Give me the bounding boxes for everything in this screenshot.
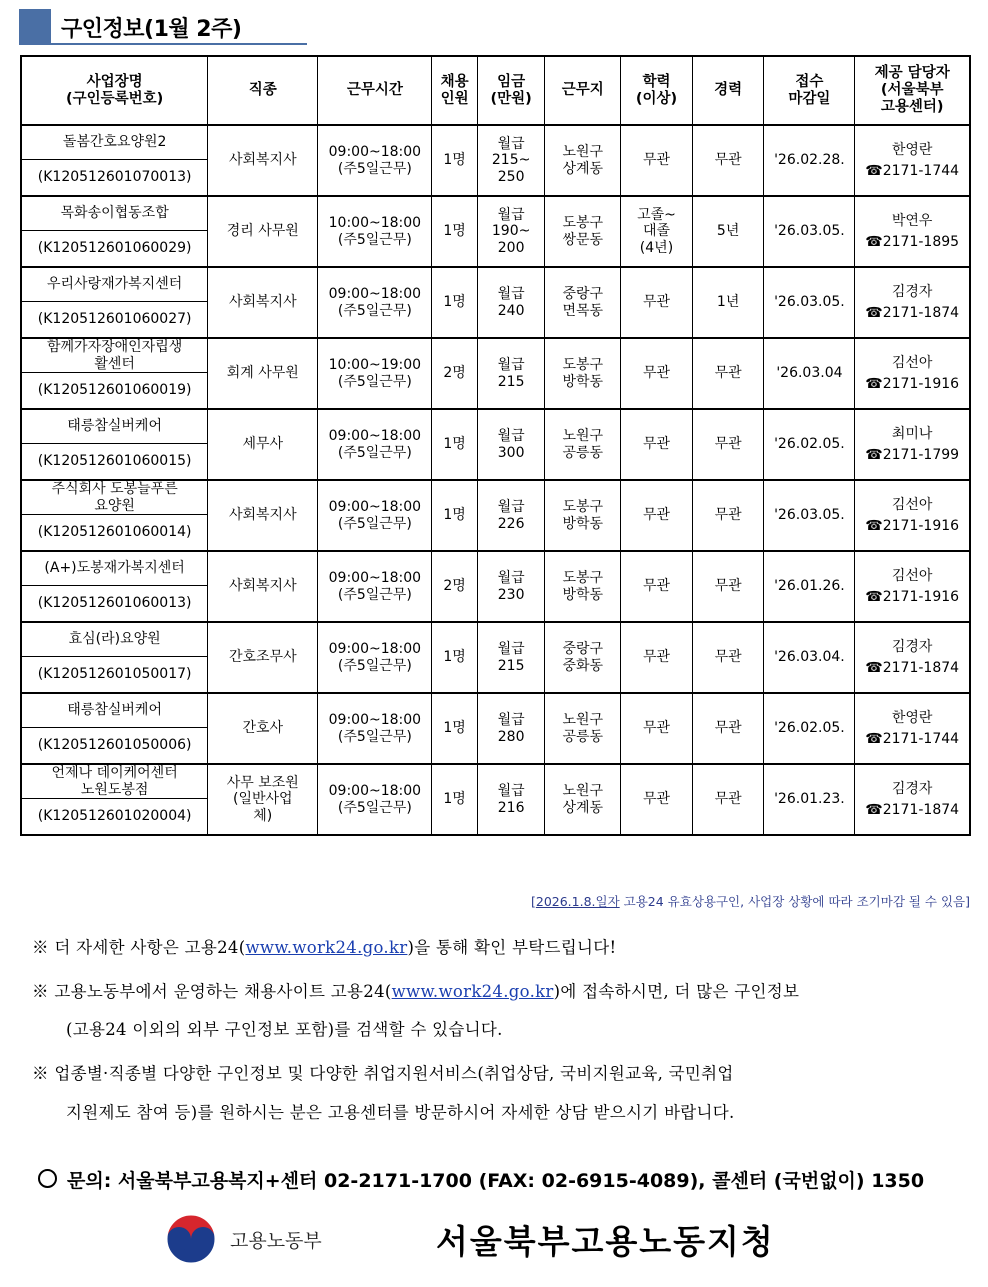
hires-count: 2명: [432, 551, 477, 622]
job-type: 간호사: [208, 693, 318, 764]
contact-phone: ☎2171-1799: [865, 446, 960, 463]
contact-name: 최미나: [891, 426, 933, 443]
registration-number: (K120512601050006): [21, 728, 208, 765]
work-hours: [318, 693, 432, 764]
business-name: 함께가자장애인자립생 활센터: [21, 338, 208, 373]
contact-name: 김경자: [891, 639, 933, 656]
contact: [855, 551, 970, 622]
job-type: 사회복지사: [208, 551, 318, 622]
work-hours: [318, 551, 432, 622]
contact-name: 김경자: [891, 284, 933, 301]
work-hours: [318, 125, 432, 196]
work-location: 도봉구 쌍문동: [545, 196, 621, 267]
header-deadline: 접수 마감일: [764, 56, 855, 125]
wage: 월급 226: [477, 480, 545, 551]
work-location: 중랑구 면목동: [545, 267, 621, 338]
contact-name: 한영란: [891, 710, 933, 727]
experience: 무관: [692, 409, 764, 480]
contact-phone: ☎2171-1916: [865, 588, 960, 605]
job-type: 세무사: [208, 409, 318, 480]
registration-number: (K120512601070013): [21, 160, 208, 197]
work-location: 노원구 공릉동: [545, 693, 621, 764]
business-name: 목화송이협동조합: [21, 196, 208, 231]
circle-bullet-icon: [38, 1169, 57, 1188]
table-row: [21, 409, 970, 444]
contact: [855, 125, 970, 196]
deadline: '26.03.05.: [764, 196, 855, 267]
note-3: ※ 업종별·직종별 다양한 구인정보 및 다양한 취업지원서비스(취업상담, 국비지원교육, 국민취업: [32, 1064, 734, 1083]
deadline: '26.03.05.: [764, 267, 855, 338]
education: 무관: [621, 125, 693, 196]
table-row: [21, 480, 970, 515]
hours-range: 09:00~18:00: [328, 428, 422, 445]
registration-number: (K120512601060015): [21, 444, 208, 481]
contact-phone: ☎2171-1744: [865, 730, 960, 747]
table-row: [21, 196, 970, 231]
deadline: '26.03.04.: [764, 622, 855, 693]
work-hours: [318, 480, 432, 551]
wage: 월급 215: [477, 338, 545, 409]
business-name: 태릉참실버케어: [21, 693, 208, 728]
hours-range: 09:00~18:00: [328, 570, 422, 587]
hours-note: (주5일근무): [337, 160, 412, 177]
header-experience: 경력: [692, 56, 764, 125]
work-location: 도봉구 방학동: [545, 551, 621, 622]
experience: 무관: [692, 338, 764, 409]
work24-link-2[interactable]: www.work24.go.kr: [391, 982, 554, 1001]
header-contact: 제공 담당자 (서울북부 고용센터): [855, 56, 970, 125]
hours-range: 09:00~18:00: [328, 144, 422, 161]
registration-number: (K120512601060029): [21, 231, 208, 268]
contact-name: 김선아: [891, 568, 933, 585]
title-underline: [19, 43, 307, 45]
work-hours: [318, 267, 432, 338]
experience: 무관: [692, 125, 764, 196]
job-type: 사무 보조원 (일반사업 체): [208, 764, 318, 835]
contact: [855, 267, 970, 338]
business-name: (A+)도봉재가복지센터: [21, 551, 208, 586]
contact: [855, 196, 970, 267]
contact-name: 한영란: [891, 142, 933, 159]
hires-count: 1명: [432, 622, 477, 693]
date-note-date: 2026.1.8.일자: [535, 894, 620, 909]
contact-phone: ☎2171-1895: [865, 233, 960, 250]
wage: 월급 215~ 250: [477, 125, 545, 196]
date-note: [2026.1.8.일자 고용24 유효상용구인, 사업장 상황에 따라 조기마감 될 수 있음]: [530, 894, 970, 909]
hires-count: 1명: [432, 693, 477, 764]
education: 무관: [621, 622, 693, 693]
wage: 월급 280: [477, 693, 545, 764]
hours-range: 09:00~18:00: [328, 783, 422, 800]
hires-count: 1명: [432, 409, 477, 480]
hours-note: (주5일근무): [337, 302, 412, 319]
job-type: 사회복지사: [208, 125, 318, 196]
registration-number: (K120512601020004): [21, 799, 208, 836]
deadline: '26.02.05.: [764, 409, 855, 480]
business-name: 태릉참실버케어: [21, 409, 208, 444]
deadline: '26.03.04: [764, 338, 855, 409]
table-row: [21, 338, 970, 373]
experience: 무관: [692, 480, 764, 551]
education: 무관: [621, 267, 693, 338]
education: 고졸~ 대졸 (4년): [621, 196, 693, 267]
business-name: 주식회사 도봉늘푸른 요양원: [21, 480, 208, 515]
experience: 5년: [692, 196, 764, 267]
job-type: 사회복지사: [208, 267, 318, 338]
job-type: 간호조무사: [208, 622, 318, 693]
table-row: [21, 125, 970, 160]
note-1: ※ 더 자세한 사항은 고용24(www.work24.go.kr)을 통해 확인 부탁드립니다!: [32, 938, 617, 957]
header-business: 사업장명 (구인등록번호): [21, 56, 208, 125]
contact: [855, 480, 970, 551]
job-type: 경리 사무원: [208, 196, 318, 267]
registration-number: (K120512601060014): [21, 515, 208, 552]
registration-number: (K120512601060013): [21, 586, 208, 623]
education: 무관: [621, 409, 693, 480]
education: 무관: [621, 338, 693, 409]
wage: 월급 190~ 200: [477, 196, 545, 267]
hours-range: 09:00~18:00: [328, 712, 422, 729]
wage: 월급 300: [477, 409, 545, 480]
header-education: 학력 (이상): [621, 56, 693, 125]
contact-phone: ☎2171-1874: [865, 304, 960, 321]
education: 무관: [621, 551, 693, 622]
header-location: 근무지: [545, 56, 621, 125]
table-row: [21, 764, 970, 799]
hires-count: 1명: [432, 125, 477, 196]
contact-phone: ☎2171-1916: [865, 517, 960, 534]
note-2-cont: (고용24 이외의 외부 구인정보 포함)를 검색할 수 있습니다.: [66, 1020, 503, 1039]
education: 무관: [621, 480, 693, 551]
header-job: 직종: [208, 56, 318, 125]
contact-phone: ☎2171-1874: [865, 801, 960, 818]
registration-number: (K120512601060027): [21, 302, 208, 339]
ministry-name: 고용노동부: [230, 1230, 322, 1252]
contact: [855, 693, 970, 764]
inquiry-contact: 문의: 서울북부고용복지+센터 02-2171-1700 (FAX: 02-6915-4089), 콜센터 (국번없이) 1350: [38, 1166, 924, 1193]
wage: 월급 216: [477, 764, 545, 835]
work-hours: [318, 196, 432, 267]
deadline: '26.01.26.: [764, 551, 855, 622]
hours-note: (주5일근무): [337, 515, 412, 532]
agency-name: 서울북부고용노동지청: [436, 1222, 775, 1261]
note-2: ※ 고용노동부에서 운영하는 채용사이트 고용24(www.work24.go.kr)에 접속하시면, 더 많은 구인정보: [32, 982, 800, 1001]
registration-number: (K120512601060019): [21, 373, 208, 410]
table-row: [21, 551, 970, 586]
hours-note: (주5일근무): [337, 373, 412, 390]
header-hours: 근무시간: [318, 56, 432, 125]
business-name: 우리사랑재가복지센터: [21, 267, 208, 302]
ministry-emblem-icon: [165, 1213, 217, 1265]
hours-range: 10:00~18:00: [328, 215, 422, 232]
contact: [855, 764, 970, 835]
hours-range: 09:00~18:00: [328, 499, 422, 516]
contact-name: 김경자: [891, 781, 933, 798]
header-wage: 임금 (만원): [477, 56, 545, 125]
hours-note: (주5일근무): [337, 728, 412, 745]
business-name: 돌봄간호요양원2: [21, 125, 208, 160]
table-header-row: [21, 56, 970, 125]
job-type: 사회복지사: [208, 480, 318, 551]
table-row: [21, 267, 970, 302]
wage: 월급 230: [477, 551, 545, 622]
title-accent-block: [19, 9, 51, 43]
deadline: '26.02.28.: [764, 125, 855, 196]
work-hours: [318, 764, 432, 835]
experience: 무관: [692, 764, 764, 835]
hours-note: (주5일근무): [337, 657, 412, 674]
deadline: '26.01.23.: [764, 764, 855, 835]
deadline: '26.02.05.: [764, 693, 855, 764]
contact-name: 김선아: [891, 497, 933, 514]
wage: 월급 240: [477, 267, 545, 338]
hires-count: 2명: [432, 338, 477, 409]
hours-note: (주5일근무): [337, 799, 412, 816]
page-title: 구인정보(1월 2주): [61, 17, 242, 42]
job-type: 회계 사무원: [208, 338, 318, 409]
header-hires: 채용 인원: [432, 56, 477, 125]
hours-note: (주5일근무): [337, 444, 412, 461]
contact-phone: ☎2171-1916: [865, 375, 960, 392]
note-3-cont: 지원제도 참여 등)를 원하시는 분은 고용센터를 방문하시어 자세한 상담 받으시기 바랍니다.: [66, 1103, 735, 1122]
hires-count: 1명: [432, 267, 477, 338]
experience: 무관: [692, 693, 764, 764]
hours-note: (주5일근무): [337, 586, 412, 603]
hours-range: 10:00~19:00: [328, 357, 422, 374]
contact: [855, 409, 970, 480]
education: 무관: [621, 693, 693, 764]
hires-count: 1명: [432, 764, 477, 835]
experience: 무관: [692, 551, 764, 622]
contact-phone: ☎2171-1874: [865, 659, 960, 676]
hires-count: 1명: [432, 480, 477, 551]
work-hours: [318, 409, 432, 480]
work-location: 노원구 상계동: [545, 125, 621, 196]
business-name: 언제나 데이케어센터 노원도봉점: [21, 764, 208, 799]
contact-phone: ☎2171-1744: [865, 162, 960, 179]
hours-range: 09:00~18:00: [328, 286, 422, 303]
contact-name: 김선아: [891, 355, 933, 372]
work-location: 도봉구 방학동: [545, 480, 621, 551]
hours-range: 09:00~18:00: [328, 641, 422, 658]
experience: 무관: [692, 622, 764, 693]
work-location: 노원구 공릉동: [545, 409, 621, 480]
registration-number: (K120512601050017): [21, 657, 208, 694]
hours-note: (주5일근무): [337, 231, 412, 248]
deadline: '26.03.05.: [764, 480, 855, 551]
education: 무관: [621, 764, 693, 835]
business-name: 효심(라)요양원: [21, 622, 208, 657]
work-hours: [318, 338, 432, 409]
page-title-block: [19, 9, 307, 45]
work-hours: [318, 622, 432, 693]
contact: [855, 338, 970, 409]
work-location: 중랑구 중화동: [545, 622, 621, 693]
job-listing-table: [20, 55, 971, 836]
contact-name: 박연우: [891, 213, 933, 230]
hires-count: 1명: [432, 196, 477, 267]
table-row: [21, 693, 970, 728]
wage: 월급 215: [477, 622, 545, 693]
table-row: [21, 622, 970, 657]
work24-link[interactable]: www.work24.go.kr: [245, 938, 408, 957]
work-location: 도봉구 방학동: [545, 338, 621, 409]
experience: 1년: [692, 267, 764, 338]
work-location: 노원구 상계동: [545, 764, 621, 835]
contact: [855, 622, 970, 693]
